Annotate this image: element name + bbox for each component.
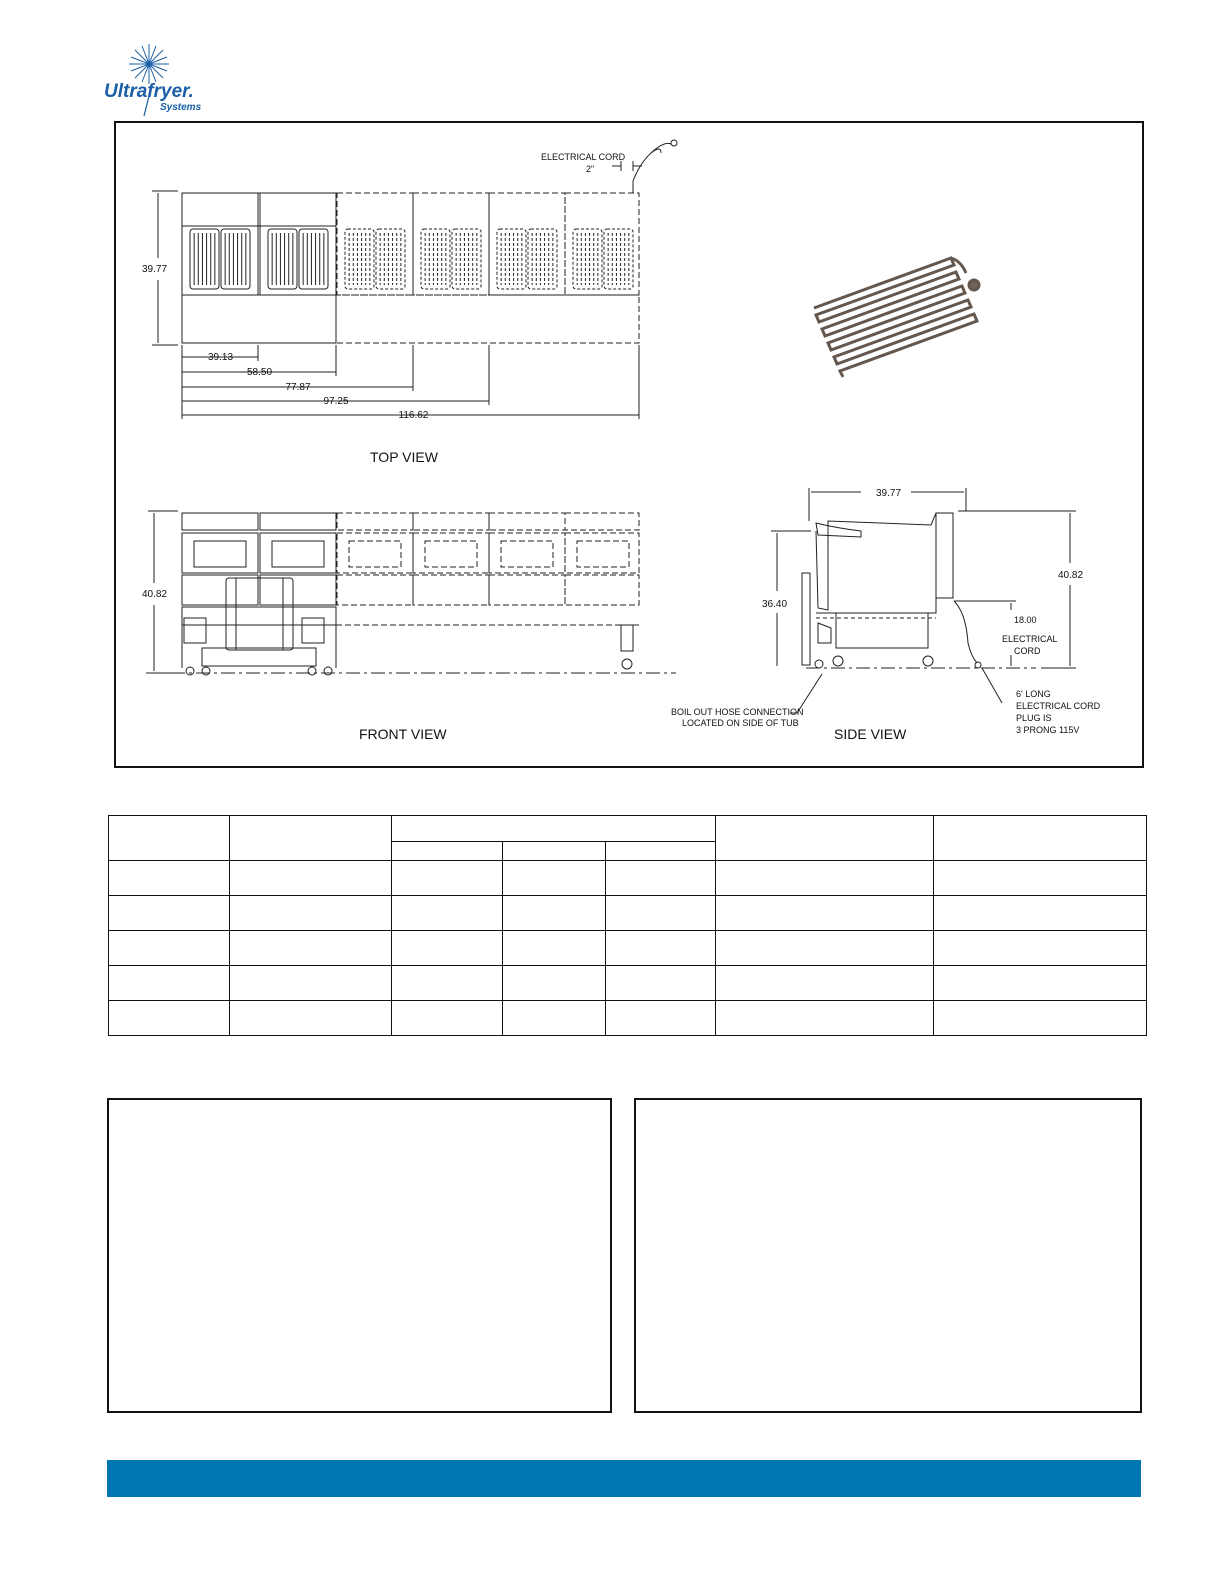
top-view-label: TOP VIEW — [370, 449, 438, 465]
table-row — [109, 966, 1147, 1001]
width-dim-label: 77.87 — [285, 382, 311, 393]
technical-drawing — [114, 121, 1144, 768]
table-row — [109, 931, 1147, 966]
spec-table — [108, 815, 1147, 1036]
table-subheader-cell — [605, 842, 716, 861]
top-cord-label: ELECTRICAL CORD — [541, 152, 626, 162]
table-subheader-cell — [502, 842, 605, 861]
width-dim-label: 116.62 — [398, 410, 429, 421]
table-row — [109, 861, 1147, 896]
top-cord-gap: 2" — [586, 164, 595, 174]
brand-tagline: Systems — [160, 102, 202, 113]
side-cord-height-line1: ELECTRICAL — [1002, 634, 1058, 644]
plug-note-line2: ELECTRICAL CORD — [1016, 701, 1101, 711]
plug-note-line3: PLUG IS — [1016, 713, 1052, 723]
table-subheader-cell — [391, 842, 502, 861]
front-view-label: FRONT VIEW — [359, 726, 447, 742]
top-view — [142, 140, 677, 465]
table-row — [109, 896, 1147, 931]
side-view — [671, 488, 1101, 742]
notes-box-right — [634, 1098, 1142, 1413]
brand-logo — [104, 40, 224, 120]
front-height-dim: 40.82 — [142, 589, 168, 600]
footer-bar — [107, 1460, 1141, 1497]
side-height-dim: 40.82 — [1058, 570, 1084, 581]
hose-note-line2: LOCATED ON SIDE OF TUB — [682, 718, 799, 728]
side-depth-dim: 39.77 — [876, 488, 902, 499]
table-header-cell — [229, 816, 391, 861]
table-header-cell — [934, 816, 1147, 861]
side-cord-height-dim: 18.00 — [1014, 615, 1037, 625]
width-dim-label: 58.50 — [247, 367, 273, 378]
table-row — [109, 1001, 1147, 1036]
hose-note-line1: BOIL OUT HOSE CONNECTION — [671, 707, 804, 717]
plug-note-line1: 6' LONG — [1016, 689, 1051, 699]
width-dim-label: 97.25 — [323, 396, 349, 407]
front-view — [142, 511, 676, 742]
side-cord-height-line2: CORD — [1014, 646, 1041, 656]
table-header-cell — [716, 816, 934, 861]
top-depth-dim: 39.77 — [142, 264, 168, 275]
brand-name: Ultrafryer. — [104, 81, 194, 102]
side-work-height-dim: 36.40 — [762, 599, 788, 610]
side-view-label: SIDE VIEW — [834, 726, 907, 742]
width-dim-label: 39.13 — [208, 352, 234, 363]
plug-note-line4: 3 PRONG 115V — [1016, 725, 1080, 735]
heating-element-icon — [814, 258, 979, 377]
table-header-cell — [391, 816, 716, 842]
notes-box-left — [107, 1098, 612, 1413]
table-header-cell — [109, 816, 230, 861]
